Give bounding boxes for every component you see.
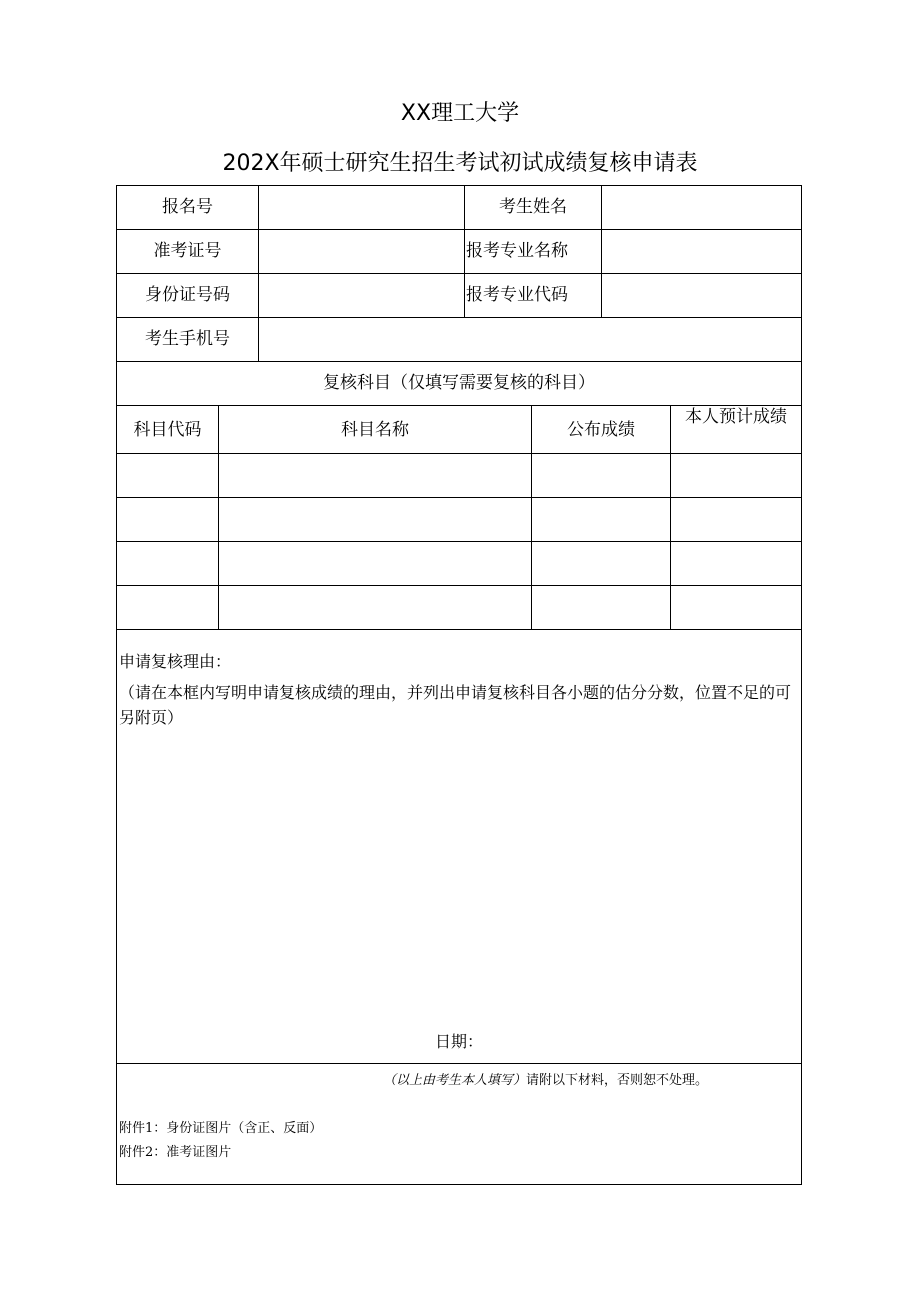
row-divider bbox=[117, 1063, 801, 1064]
admission-ticket-field[interactable] bbox=[259, 230, 464, 273]
university-name: XX理工大学 bbox=[400, 101, 520, 126]
attachment-1: 附件1：身份证图片（含正、反面） bbox=[119, 1121, 323, 1136]
phone-field[interactable] bbox=[259, 318, 801, 361]
id-card-field[interactable] bbox=[259, 274, 464, 317]
registration-number-field[interactable] bbox=[259, 186, 464, 229]
subject-row[interactable] bbox=[117, 498, 801, 541]
filled-by-candidate-note: （以上由考生本人填写） bbox=[383, 1073, 527, 1088]
application-form bbox=[116, 185, 802, 1185]
major-code-field[interactable] bbox=[602, 274, 801, 317]
form-title: 202X年硕士研究生招生考试初试成绩复核申请表 bbox=[222, 151, 698, 176]
subject-row[interactable] bbox=[117, 586, 801, 629]
col-header-subject-name: 科目名称 bbox=[341, 420, 409, 440]
candidate-name-field[interactable] bbox=[602, 186, 801, 229]
major-name-label: 报考专业名称 bbox=[466, 241, 568, 261]
major-code-label: 报考专业代码 bbox=[466, 285, 568, 305]
reason-hint: （请在本框内写明申请复核成绩的理由，并列出申请复核科目各小题的估分分数，位置不足的可另附页） bbox=[119, 683, 792, 727]
row-divider bbox=[117, 405, 801, 406]
subject-row[interactable] bbox=[117, 454, 801, 497]
admission-ticket-label: 准考证号 bbox=[153, 241, 222, 261]
attachment-2: 附件2：准考证图片 bbox=[119, 1145, 232, 1160]
date-label: 日期： bbox=[435, 1032, 484, 1051]
id-card-label: 身份证号码 bbox=[145, 285, 230, 305]
reason-label: 申请复核理由： bbox=[119, 652, 232, 671]
registration-number-label: 报名号 bbox=[162, 197, 213, 217]
candidate-name-label: 考生姓名 bbox=[499, 197, 567, 217]
col-header-published-score: 公布成绩 bbox=[567, 420, 635, 440]
col-header-subject-code: 科目代码 bbox=[133, 420, 202, 440]
major-name-field[interactable] bbox=[602, 230, 801, 273]
row-divider bbox=[117, 361, 801, 362]
subjects-section-title: 复核科目（仅填写需要复核的科目） bbox=[323, 373, 595, 393]
reason-text-area[interactable] bbox=[117, 726, 801, 1016]
phone-label: 考生手机号 bbox=[145, 329, 230, 349]
subject-row[interactable] bbox=[117, 542, 801, 585]
col-header-expected-score: 本人预计成绩 bbox=[685, 407, 787, 427]
row-divider bbox=[117, 629, 801, 630]
attachment-requirement-note: 请附以下材料，否则恕不处理。 bbox=[526, 1073, 709, 1088]
submission-note bbox=[383, 1069, 708, 1088]
